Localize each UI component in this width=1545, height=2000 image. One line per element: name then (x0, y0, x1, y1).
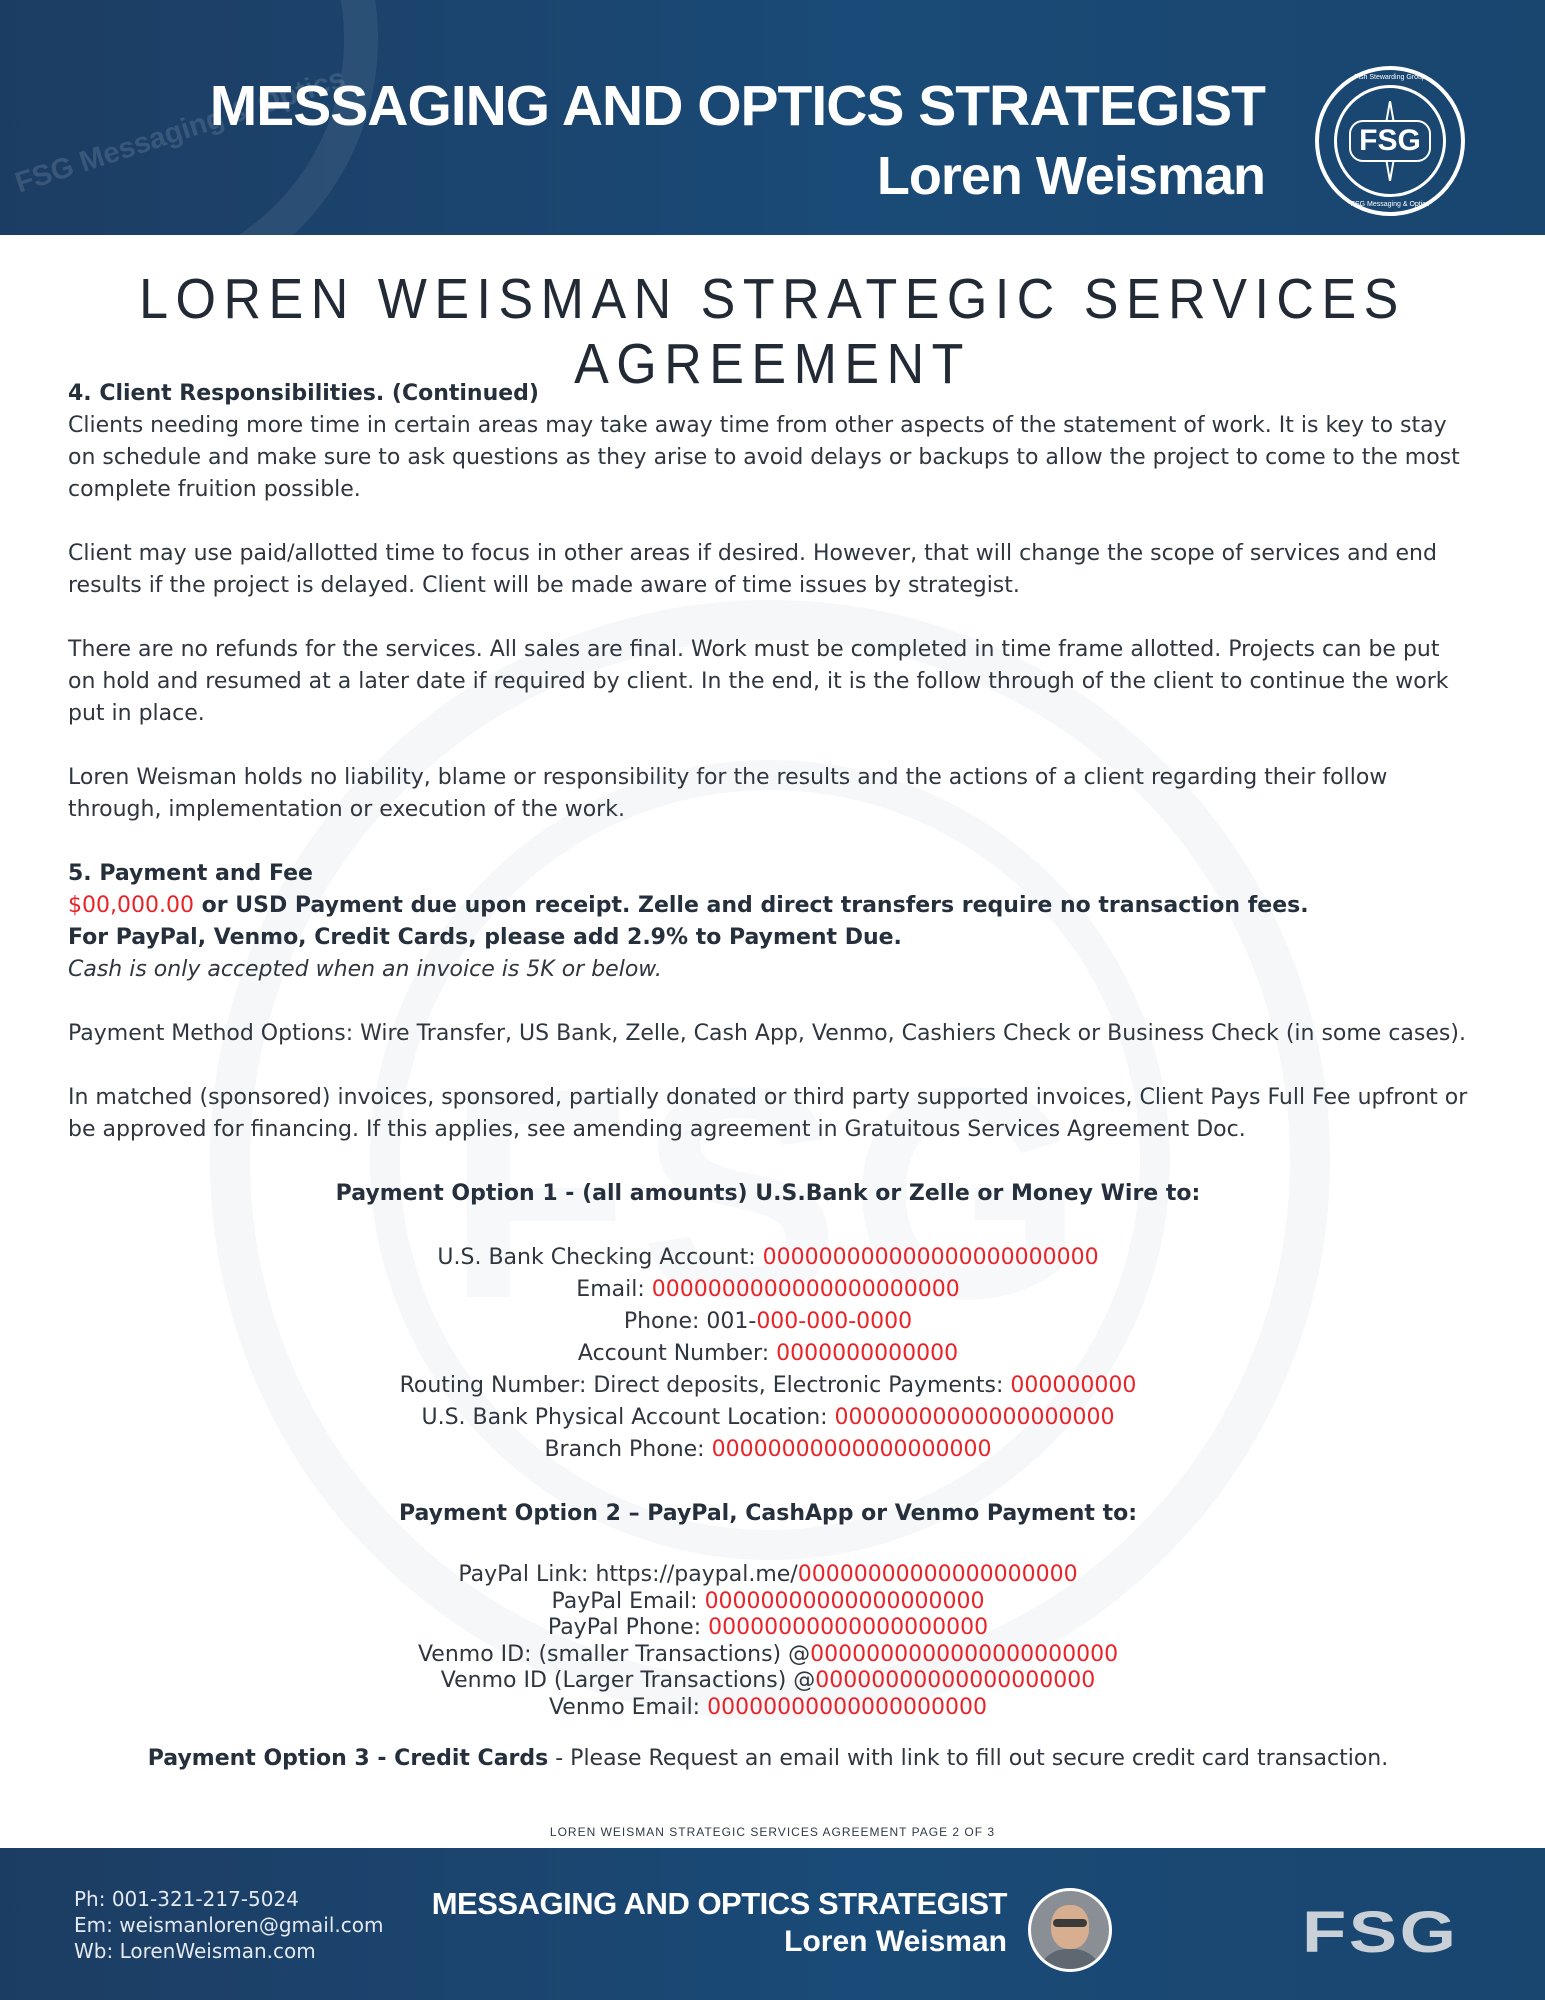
document-body (68, 378, 1468, 1775)
option2-phone (68, 1615, 1468, 1642)
paypal-link-label: PayPal Link: https://paypal.me/ (458, 1562, 798, 1587)
venmo-large-label: Venmo ID (Larger Transactions) @ (440, 1668, 816, 1693)
footer-email: Em: weismanloren@gmail.com (74, 1913, 384, 1937)
header-watermark-text: FSG Messaging & Optics (11, 62, 350, 200)
option2-link (68, 1562, 1468, 1589)
section4-paragraph-1: Clients needing more time in certain areas may take away time from other aspects of the statement of work. It is key to stay on schedule and make sure to ask questions as they arise to avoid delays or backups to allow the project to come to the most complete fruition possible. (68, 413, 1460, 502)
venmo-email-value: 00000000000000000000 (707, 1694, 988, 1720)
account-value: 0000000000000 (776, 1341, 959, 1366)
seal-bottom-text: FSG Messaging & Optics (1350, 201, 1430, 208)
venmo-small-value: 0000000000000000000000 (810, 1641, 1119, 1667)
payment-amount-line (68, 890, 1468, 922)
checking-label: U.S. Bank Checking Account: (437, 1245, 763, 1270)
paypal-email-value: 00000000000000000000 (704, 1588, 985, 1614)
matched-invoices-note: In matched (sponsored) invoices, sponsored, partially donated or third party supported invoices, Client Pays Full Fee upfront or be approved for financing. If this applies, see amending agreement in Gratuitous Services Agreement Doc. (68, 1085, 1468, 1142)
option1-phone (68, 1306, 1468, 1338)
option2-venmo-small (68, 1642, 1468, 1669)
option1-routing (68, 1370, 1468, 1402)
footer-contact (74, 1886, 383, 1964)
option2-email (68, 1589, 1468, 1616)
checking-value: 000000000000000000000000 (762, 1245, 1099, 1270)
footer-phone: Ph: 001-321-217-5024 (74, 1887, 299, 1911)
document-title: LOREN WEISMAN STRATEGIC SERVICES AGREEMENT (139, 268, 1406, 396)
payment-option-3 (68, 1743, 1468, 1775)
option2-venmo-large (68, 1668, 1468, 1695)
payment-amount: $00,000.00 (68, 893, 194, 918)
section4-heading: 4. Client Responsibilities. (Continued) (68, 381, 539, 406)
section4-paragraph-2: Client may use paid/allotted time to focus in other areas if desired. However, that will change the scope of services and end results if the project is delayed. Client will be made aware of time issues by strategist. (68, 541, 1437, 598)
email-value: 0000000000000000000000 (651, 1277, 960, 1302)
payment-methods: Payment Method Options: Wire Transfer, US Bank, Zelle, Cash App, Venmo, Cashiers Check or Business Check (in some cases). (68, 1021, 1466, 1046)
payment-option-2 (68, 1498, 1468, 1721)
venmo-small-label: Venmo ID: (smaller Transactions) @ (417, 1641, 811, 1667)
footer-website: Wb: LorenWeisman.com (74, 1939, 316, 1963)
venmo-email-label: Venmo Email: (548, 1694, 708, 1720)
section4-paragraph-4: Loren Weisman holds no liability, blame or responsibility for the results and the actions of a client regarding their follow through, implementation or execution of the work. (68, 765, 1388, 822)
phone-value: 000-000-0000 (756, 1309, 913, 1334)
footer-title-line1: MESSAGING AND OPTICS STRATEGIST (431, 1886, 1007, 1921)
paypal-link-value: 00000000000000000000 (797, 1562, 1078, 1587)
email-label: Email: (576, 1277, 652, 1302)
location-label: U.S. Bank Physical Account Location: (421, 1405, 835, 1430)
routing-value: 000000000 (1010, 1373, 1137, 1398)
footer-title (432, 1888, 1007, 1957)
option1-checking (68, 1242, 1468, 1274)
header-title-line1: MESSAGING AND OPTICS STRATEGIST (209, 74, 1265, 138)
option3-text: - Please Request an email with link to fill out secure credit card transaction. (548, 1746, 1389, 1771)
option1-email (68, 1274, 1468, 1306)
paypal-fee-note: For PayPal, Venmo, Credit Cards, please add 2.9% to Payment Due. (68, 925, 902, 950)
payment-option-1 (68, 1178, 1468, 1466)
option2-heading: Payment Option 2 – PayPal, CashApp or Venmo Payment to: (398, 1501, 1138, 1526)
seal-top-text: Fish Stewarding Group (1354, 74, 1426, 81)
option1-branch (68, 1434, 1468, 1466)
seal-inner-ring (1334, 85, 1446, 197)
branch-value: 00000000000000000000 (711, 1437, 992, 1462)
page-number-note: LOREN WEISMAN STRATEGIC SERVICES AGREEMENT PAGE 2 OF 3 (549, 1825, 996, 1839)
cash-note: Cash is only accepted when an invoice is 5K or below. (68, 957, 662, 982)
paypal-email-label: PayPal Email: (551, 1588, 705, 1614)
seal-monogram: FSG (1349, 120, 1431, 162)
page-footer (0, 1848, 1545, 2000)
option1-heading: Payment Option 1 - (all amounts) U.S.Bank or Zelle or Money Wire to: (335, 1181, 1201, 1206)
option1-account (68, 1338, 1468, 1370)
routing-label: Routing Number: Direct deposits, Electronic Payments: (399, 1373, 1011, 1398)
footer-title-line2: Loren Weisman (784, 1925, 1007, 1958)
header-title-line2: Loren Weisman (876, 146, 1265, 206)
section4-paragraph-3: There are no refunds for the services. All sales are final. Work must be completed in time frame allotted. Projects can be put on hold and resumed at a later date if required by client. In the end, it is the follow through of the client to continue the work put in place. (68, 637, 1449, 726)
fsg-seal-logo (1315, 66, 1465, 216)
page-header (0, 0, 1545, 235)
account-label: Account Number: (577, 1341, 777, 1366)
avatar (1028, 1888, 1112, 1972)
location-value: 00000000000000000000 (834, 1405, 1115, 1430)
footer-fsg-logo: FSG (1302, 1900, 1459, 1965)
paypal-phone-label: PayPal Phone: (547, 1615, 709, 1640)
section5-heading: 5. Payment and Fee (68, 861, 313, 886)
option1-location (68, 1402, 1468, 1434)
branch-label: Branch Phone: (544, 1437, 712, 1462)
option3-heading: Payment Option 3 - Credit Cards (147, 1746, 549, 1771)
option2-venmo-email (68, 1695, 1468, 1722)
header-title (209, 74, 1265, 206)
payment-amount-rest: or USD Payment due upon receipt. Zelle and direct transfers require no transaction fees. (193, 893, 1309, 918)
paypal-phone-value: 00000000000000000000 (708, 1615, 989, 1640)
venmo-large-value: 00000000000000000000 (815, 1668, 1096, 1693)
phone-label: Phone: 001- (623, 1309, 757, 1334)
